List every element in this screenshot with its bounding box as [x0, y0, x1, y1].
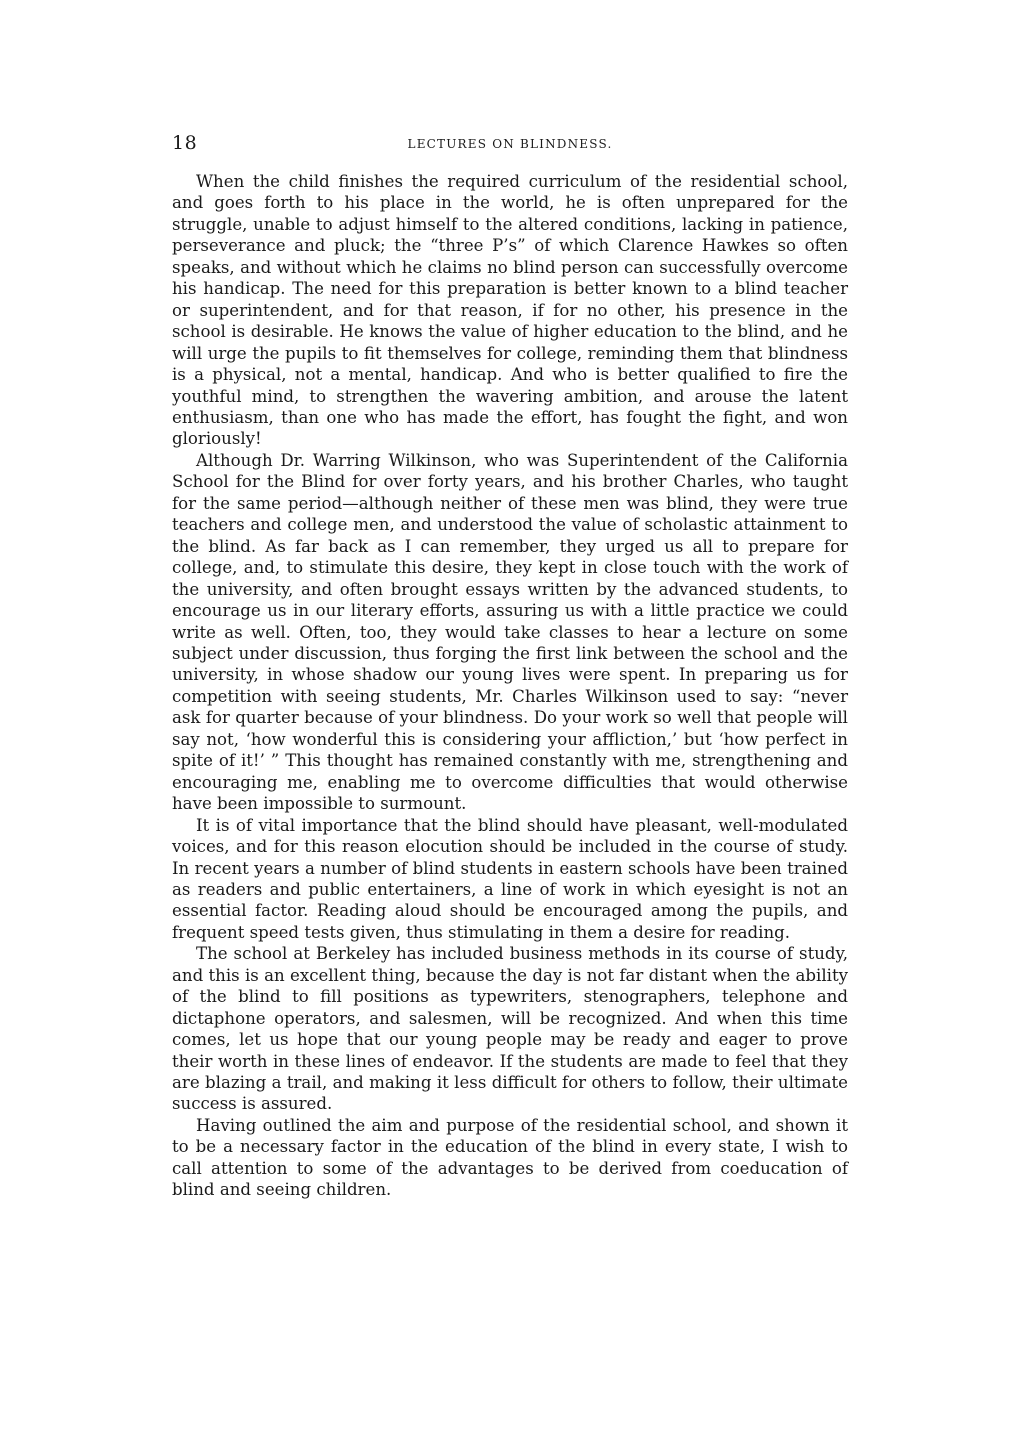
body-text — [172, 171, 848, 1201]
paragraph: The school at Berkeley has included business methods in its course of study, and this is an excellent thing, because the day is not far distant when the ability of the blind to fill positions as typewriters, stenographers, telephone and dictaphone operators, and salesmen, will be recognized. And when this time comes, let us hope that our young people may be ready and eager to prove their worth in these lines of endeavor. If the students are made to feel that they are blazing a trail, and making it less difficult for others to follow, their ultimate success is assured. — [172, 944, 848, 1114]
page-number: 18 — [172, 132, 198, 154]
page-header — [172, 128, 848, 158]
paragraph: It is of vital importance that the blind should have pleasant, well-modulated voices, and for this reason elocution should be included in the course of study. In recent years a number of blind students in eastern schools have been trained as readers and public entertainers, a line of work in which eyesight is not an essential factor. Reading aloud should be encouraged among the pupils, and frequent speed tests given, thus stimulating in them a desire for reading. — [172, 815, 848, 942]
book-page — [172, 128, 848, 1201]
running-head: LECTURES ON BLINDNESS. — [407, 137, 613, 151]
paragraph: Having outlined the aim and purpose of the residential school, and shown it to be a necessary factor in the education of the blind in every state, I wish to call attention to some of the advantages to be derived from coeducation of blind and seeing children. — [172, 1115, 848, 1200]
paragraph: When the child finishes the required curriculum of the residential school, and goes forth to his place in the world, he is often unprepared for the struggle, unable to adjust himself to the altered conditions, lacking in patience, perseverance and pluck; the “three P’s” of which Clarence Hawkes so often speaks, and without which he claims no blind person can successfully overcome his handicap. The need for this preparation is better known to a blind teacher or superintendent, and for that reason, if for no other, his presence in the school is desirable. He knows the value of higher education to the blind, and he will urge the pupils to fit themselves for college, reminding them that blindness is a physical, not a mental, handicap. And who is better qualified to fire the youthful mind, to strengthen the wavering ambition, and arouse the latent enthusiasm, than one who has made the effort, has fought the fight, and won gloriously! — [172, 172, 848, 449]
paragraph: Although Dr. Warring Wilkinson, who was Superintendent of the California School for the Blind for over forty years, and his brother Charles, who taught for the same period—although neither of these men was blind, they were true teachers and college men, and understood the value of scholastic attainment to the blind. As far back as I can remember, they urged us all to prepare for college, and, to stimulate this desire, they kept in close touch with the work of the university, and often brought essays written by the advanced students, to encourage us in our literary efforts, assuring us with a little practice we could write as well. Often, too, they would take classes to hear a lecture on some subject under discussion, thus forging the first link between the school and the university, in whose shadow our young lives were spent. In preparing us for competition with seeing students, Mr. Charles Wilkinson used to say: “never ask for quarter because of your blindness. Do your work so well that people will say not, ‘how wonderful this is considering your affliction,’ but ‘how perfect in spite of it!’ ” This thought has remained constantly with me, strengthening and encouraging me, enabling me to overcome difficulties that would otherwise have been impossible to surmount. — [172, 450, 848, 814]
